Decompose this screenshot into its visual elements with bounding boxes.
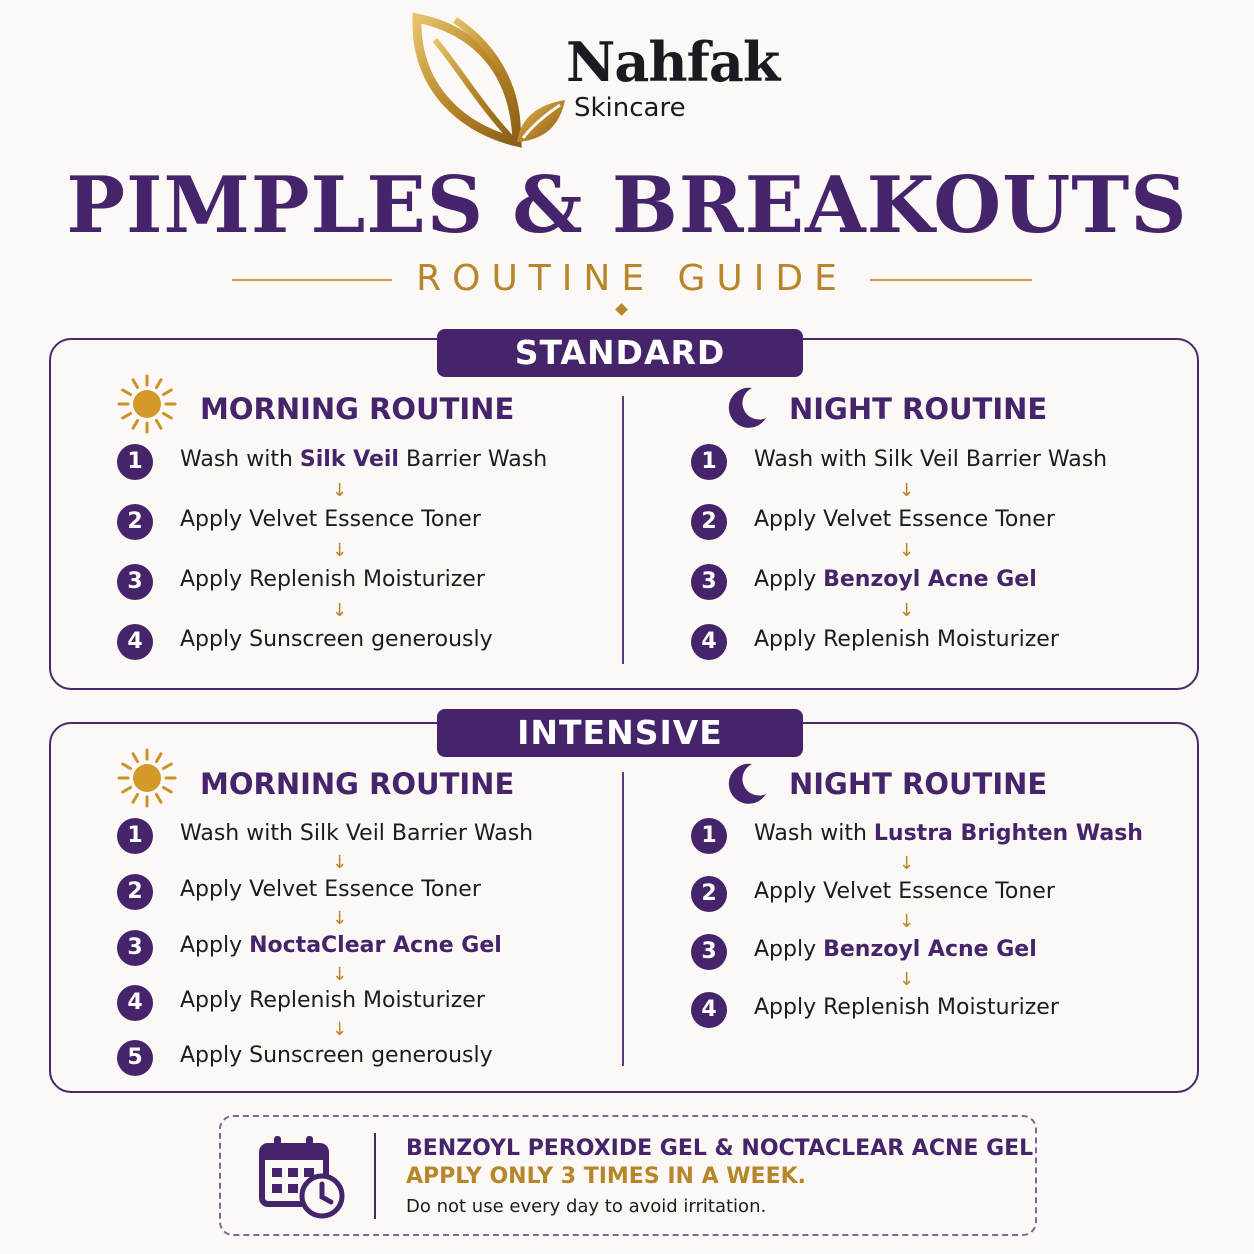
intensive-morning-step-text xyxy=(180,988,485,1013)
intensive-night-step-text xyxy=(754,879,1055,904)
diamond-ornament xyxy=(615,303,628,316)
standard-banner: STANDARD xyxy=(437,329,803,377)
product-highlight: Benzoyl Acne Gel xyxy=(823,937,1037,962)
standard-column-divider xyxy=(622,396,624,664)
down-arrow-icon: ↓ xyxy=(899,969,915,990)
down-arrow-icon: ↓ xyxy=(899,853,915,874)
standard-morning-step-number: 4 xyxy=(117,624,153,660)
down-arrow-icon: ↓ xyxy=(899,911,915,932)
note-frequency: APPLY ONLY 3 TIMES IN A WEEK. xyxy=(406,1164,807,1189)
standard-morning-step-number: 1 xyxy=(117,444,153,480)
step-text-plain: Apply Replenish Moisturizer xyxy=(754,627,1059,652)
intensive-night-step-number: 2 xyxy=(691,876,727,912)
brand-name: Nahfak xyxy=(566,30,780,94)
standard-night-step-number: 1 xyxy=(691,444,727,480)
standard-morning-step-number: 3 xyxy=(117,564,153,600)
down-arrow-icon: ↓ xyxy=(899,480,915,501)
standard-night-step-text xyxy=(754,567,1037,592)
step-text-plain: Apply Replenish Moisturizer xyxy=(180,988,485,1013)
down-arrow-icon: ↓ xyxy=(332,540,348,561)
step-text-plain: Apply Velvet Essence Toner xyxy=(754,507,1055,532)
intensive-morning-step-number: 3 xyxy=(117,930,153,966)
intensive-morning-step-text xyxy=(180,821,533,846)
note-separator xyxy=(374,1133,376,1219)
product-highlight: Silk Veil xyxy=(299,447,399,472)
standard-night-step-text xyxy=(754,447,1107,472)
intensive-morning-step-number: 4 xyxy=(117,985,153,1021)
intensive-column-divider xyxy=(622,772,624,1066)
step-text-plain: Apply Velvet Essence Toner xyxy=(754,879,1055,904)
step-text-plain: Apply Velvet Essence Toner xyxy=(180,507,481,532)
intensive-morning-step-number: 1 xyxy=(117,818,153,854)
product-highlight: Benzoyl Acne Gel xyxy=(823,567,1037,592)
down-arrow-icon: ↓ xyxy=(899,540,915,561)
moon-icon xyxy=(722,384,768,430)
step-text-plain: Apply Replenish Moisturizer xyxy=(180,567,485,592)
product-highlight: NoctaClear Acne Gel xyxy=(249,933,502,958)
standard-morning-step-text xyxy=(180,567,485,592)
page-subtitle: ROUTINE GUIDE xyxy=(416,258,848,299)
intensive-night-step-number: 1 xyxy=(691,818,727,854)
down-arrow-icon: ↓ xyxy=(332,908,348,929)
intensive-night-step-number: 3 xyxy=(691,934,727,970)
step-text-plain: Barrier Wash xyxy=(398,447,548,472)
step-text-plain: Wash with xyxy=(180,447,300,472)
intensive-night-step-text xyxy=(754,937,1037,962)
step-text-plain: Apply Replenish Moisturizer xyxy=(754,995,1059,1020)
standard-night-title: NIGHT ROUTINE xyxy=(789,392,1048,426)
moon-icon xyxy=(722,760,768,806)
step-text-plain: Wash with xyxy=(754,821,874,846)
standard-night-step-number: 3 xyxy=(691,564,727,600)
step-text-plain: Wash with Silk Veil Barrier Wash xyxy=(754,447,1108,472)
calendar-clock-icon xyxy=(258,1134,346,1220)
intensive-morning-title: MORNING ROUTINE xyxy=(200,767,515,801)
intensive-night-step-text xyxy=(754,995,1059,1020)
standard-night-step-number: 2 xyxy=(691,504,727,540)
standard-morning-step-text xyxy=(180,627,493,652)
intensive-morning-step-text xyxy=(180,933,502,958)
page-title: PIMPLES & BREAKOUTS xyxy=(66,160,1188,251)
intensive-morning-step-number: 2 xyxy=(117,874,153,910)
step-text-plain: Apply Velvet Essence Toner xyxy=(180,877,481,902)
down-arrow-icon: ↓ xyxy=(899,600,915,621)
title-rule-right xyxy=(870,279,1032,281)
intensive-morning-step-text xyxy=(180,877,481,902)
down-arrow-icon: ↓ xyxy=(332,1018,348,1040)
standard-night-step-number: 4 xyxy=(691,624,727,660)
intensive-night-step-number: 4 xyxy=(691,992,727,1028)
standard-morning-title: MORNING ROUTINE xyxy=(200,392,515,426)
brand-subtitle: Skincare xyxy=(574,93,686,123)
product-highlight: Lustra Brighten Wash xyxy=(873,821,1143,846)
step-text-plain: Apply Sunscreen generously xyxy=(180,627,493,652)
standard-night-step-text xyxy=(754,507,1055,532)
standard-morning-step-text xyxy=(180,447,547,472)
step-text-plain: Apply xyxy=(754,937,824,962)
step-text-plain: Apply xyxy=(754,567,824,592)
intensive-banner: INTENSIVE xyxy=(437,709,803,757)
standard-morning-step-text xyxy=(180,507,481,532)
note-heading: BENZOYL PEROXIDE GEL & NOCTACLEAR ACNE GEL xyxy=(406,1136,1034,1161)
intensive-night-step-text xyxy=(754,821,1143,846)
note-warning: Do not use every day to avoid irritation. xyxy=(406,1196,767,1217)
sun-icon xyxy=(117,748,177,808)
brand-leaf-logo-icon xyxy=(405,10,570,150)
step-text-plain: Apply xyxy=(180,933,250,958)
standard-night-step-text xyxy=(754,627,1059,652)
intensive-night-title: NIGHT ROUTINE xyxy=(789,767,1048,801)
step-text-plain: Apply Sunscreen generously xyxy=(180,1043,493,1068)
down-arrow-icon: ↓ xyxy=(332,480,348,501)
intensive-morning-step-number: 5 xyxy=(117,1040,153,1076)
sun-icon xyxy=(117,374,177,434)
standard-morning-step-number: 2 xyxy=(117,504,153,540)
down-arrow-icon: ↓ xyxy=(332,852,348,873)
down-arrow-icon: ↓ xyxy=(332,963,348,985)
down-arrow-icon: ↓ xyxy=(332,600,348,621)
step-text-plain: Wash with Silk Veil Barrier Wash xyxy=(180,821,534,846)
intensive-morning-step-text xyxy=(180,1043,493,1068)
